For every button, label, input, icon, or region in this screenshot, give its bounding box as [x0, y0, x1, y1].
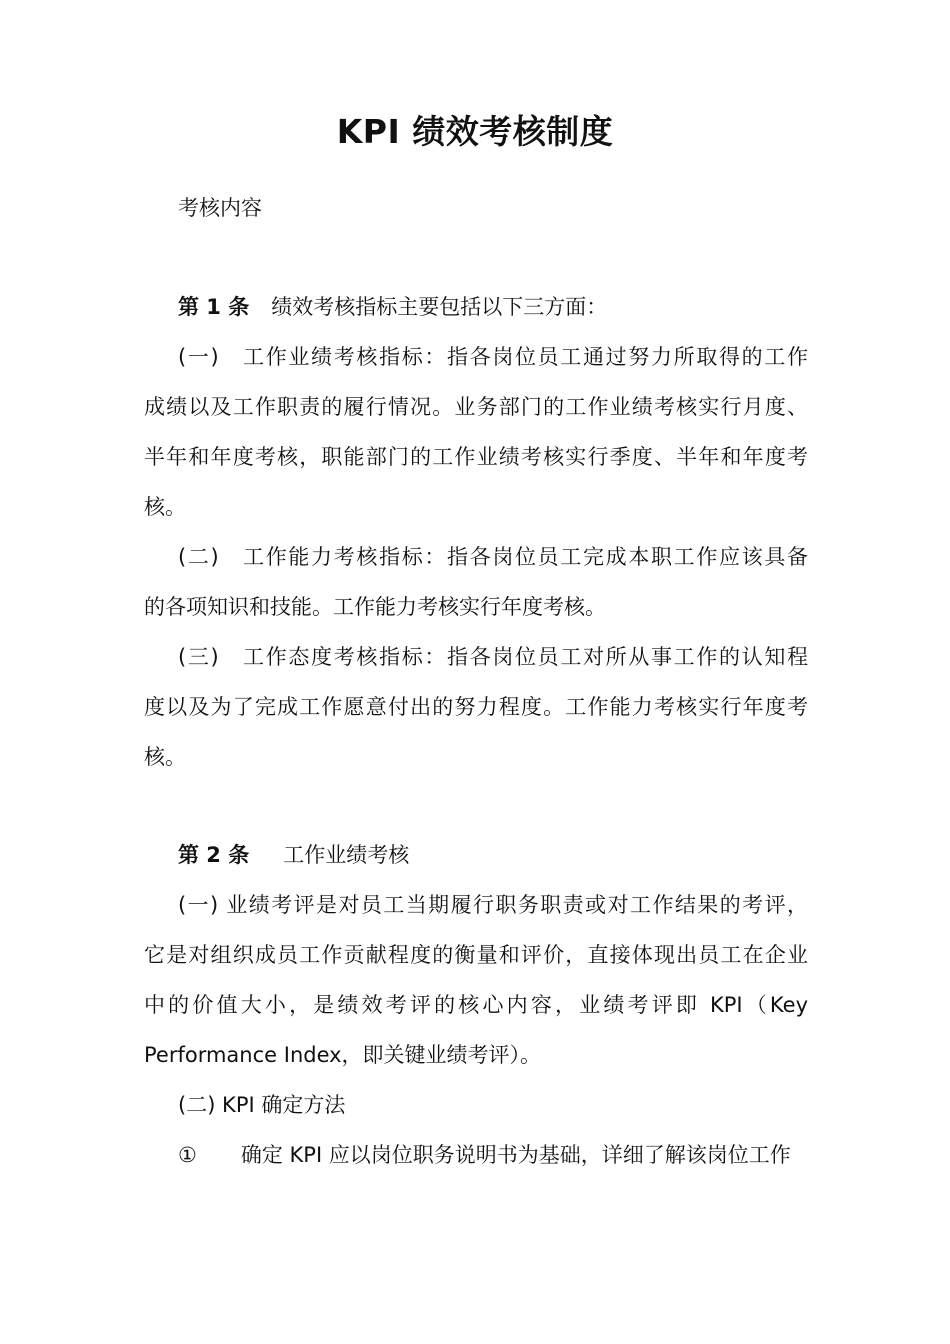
article-2-item-1-line-3: 中的价值大小，是绩效考评的核心内容，业绩考评即 KPI（Key [144, 993, 808, 1017]
article-1-item-2-line-1: (二) 工作能力考核指标：指各岗位员工完成本职工作应该具备 [178, 545, 808, 569]
article-1-header [178, 282, 808, 332]
section-heading: 考核内容 [178, 196, 262, 220]
article-2-item-1-line-2: 它是对组织成员工作贡献程度的衡量和评价，直接体现出员工在企业 [144, 943, 808, 967]
article-1-item-3-line-2: 度以及为了完成工作愿意付出的努力程度。工作能力考核实行年度考 [144, 695, 808, 719]
article-2-heading: 工作业绩考核 [283, 843, 410, 867]
point-1-text: 确定 KPI 应以岗位职务说明书为基础，详细了解该岗位工作 [240, 1143, 791, 1167]
article-1-heading: 绩效考核指标主要包括以下三方面： [271, 295, 608, 319]
article-1-item-1-line-2: 成绩以及工作职责的履行情况。业务部门的工作业绩考核实行月度、 [144, 395, 808, 419]
article-1-item-3-line-3: 核。 [144, 745, 186, 769]
document-title: KPI 绩效考核制度 [336, 112, 614, 151]
article-1-item-3-line-1: (三) 工作态度考核指标：指各岗位员工对所从事工作的认知程 [178, 645, 808, 669]
article-2-point-1 [178, 1130, 808, 1180]
article-2-item-1-line-1: (一) 业绩考评是对员工当期履行职务职责或对工作结果的考评， [178, 893, 808, 917]
article-2-label: 第 2 条 [178, 843, 250, 867]
article-1-item-1-line-3: 半年和年度考核，职能部门的工作业绩考核实行季度、半年和年度考 [144, 445, 808, 469]
article-2-item-1-line-4: Performance Index，即关键业绩考评）。 [144, 1043, 542, 1067]
point-1-marker: ① [178, 1143, 197, 1167]
article-1-item-1-line-1: (一) 工作业绩考核指标：指各岗位员工通过努力所取得的工作 [178, 345, 808, 369]
article-2-header [178, 830, 808, 880]
article-1-item-1-line-4: 核。 [144, 495, 186, 519]
article-1-label: 第 1 条 [178, 295, 250, 319]
article-2-item-2-heading: (二) KPI 确定方法 [178, 1093, 346, 1117]
article-1-item-2-line-2: 的各项知识和技能。工作能力考核实行年度考核。 [144, 595, 606, 619]
